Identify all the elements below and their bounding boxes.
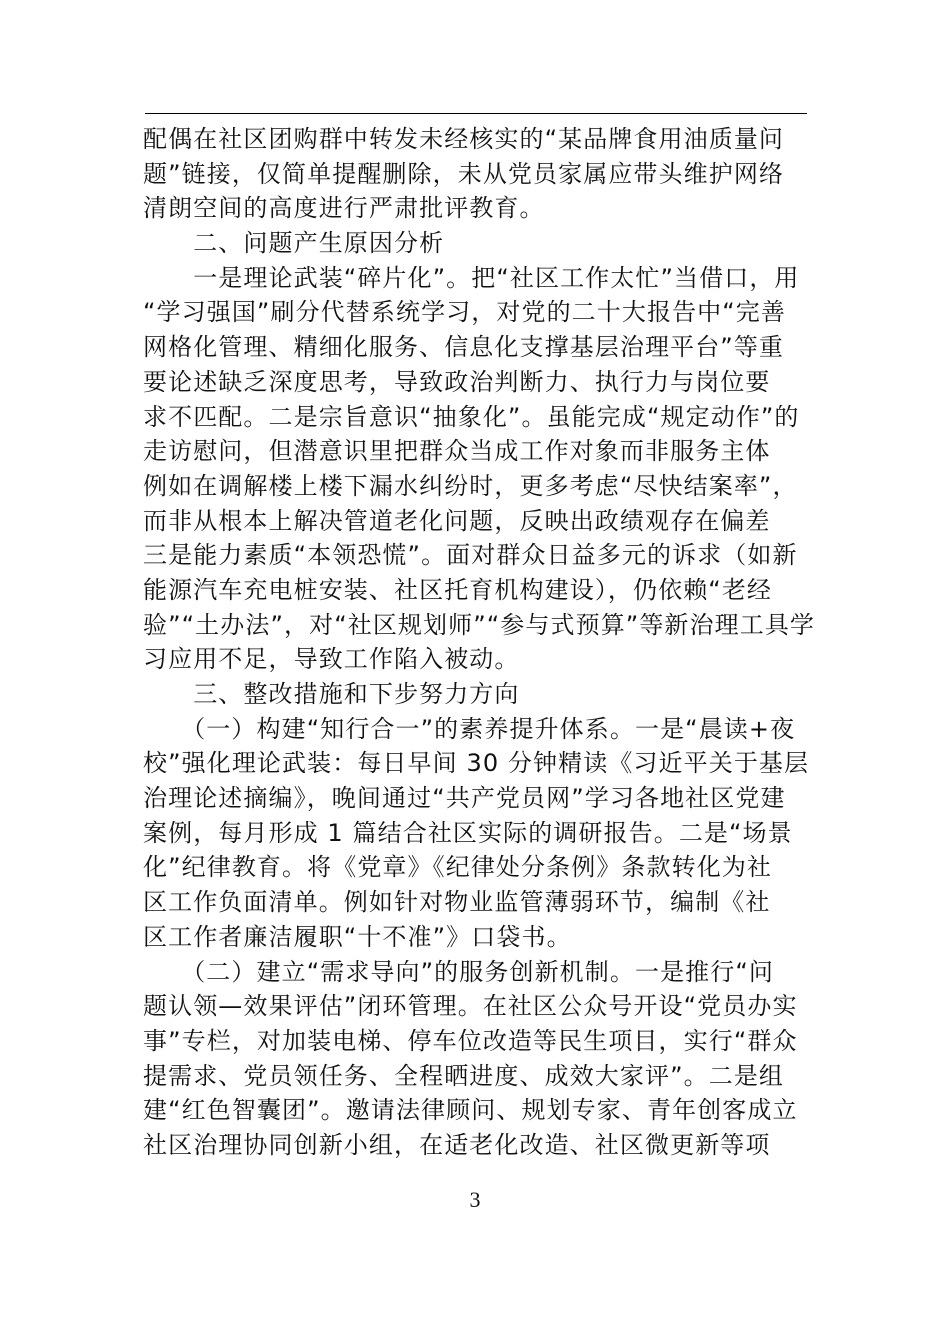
text-line: 事”专栏，对加装电梯、停车位改造等民生项目，实行“群众	[143, 1026, 798, 1055]
text-line: 走访慰问，但潜意识里把群众当成工作对象而非服务主体	[143, 437, 771, 466]
text-line: 而非从根本上解决管道老化问题，反映出政绩观存在偏差	[143, 506, 771, 535]
text-line: 二、问题产生原因分析	[143, 229, 445, 258]
text-line: 案例，每月形成 1 篇结合社区实际的调研报告。二是“场景	[143, 818, 793, 847]
text-line: 治理论述摘编》，晚间通过“共产党员网”学习各地社区党建	[143, 784, 786, 813]
text-line: 求不匹配。二是宗旨意识“抽象化”。虽能完成“规定动作”的	[143, 402, 800, 431]
text-line: 清朗空间的高度进行严肃批评教育。	[143, 194, 545, 223]
text-line: 例如在调解楼上楼下漏水纠纷时，更多考虑“尽快结案率”，	[143, 471, 798, 500]
text-line: 验”“土办法”，对“社区规划师”“参与式预算”等新治理工具学	[143, 610, 816, 639]
text-line: 区工作者廉洁履职“十不准”》口袋书。	[143, 922, 572, 951]
text-line: 题认领—效果评估”闭环管理。在社区公众号开设“党员办实	[143, 992, 798, 1021]
text-line: “学习强国”刷分代替系统学习，对党的二十大报告中“完善	[143, 298, 786, 327]
text-line: 能源汽车充电桩安装、社区托育机构建设），仍依赖“老经	[143, 575, 773, 604]
text-line: 配偶在社区团购群中转发未经核实的“某品牌食用油质量问	[143, 125, 785, 153]
header-rule	[145, 113, 807, 114]
text-line: 三是能力素质“本领恐慌”。面对群众日益多元的诉求（如新	[143, 541, 798, 570]
text-line: 社区治理协同创新小组，在适老化改造、社区微更新等项	[143, 1130, 771, 1159]
text-line: （一）构建“知行合一”的素养提升体系。一是“晨读+夜	[143, 714, 796, 743]
text-line: 三、整改措施和下步努力方向	[143, 680, 520, 708]
text-line: 区工作负面清单。例如针对物业监管薄弱环节，编制《社	[143, 888, 771, 917]
text-line: 建“红色智囊团”。邀请法律顾问、规划专家、青年创客成立	[143, 1096, 798, 1125]
text-line: 校”强化理论武装：每日早间 30 分钟精读《习近平关于基层	[143, 749, 810, 778]
text-line: 习应用不足，导致工作陷入被动。	[143, 645, 520, 674]
text-line: 化”纪律教育。将《党章》《纪律处分条例》条款转化为社	[143, 853, 773, 882]
text-line: 网格化管理、精细化服务、信息化支撑基层治理平台”等重	[143, 333, 785, 362]
text-line: 题”链接，仅简单提醒删除，未从党员家属应带头维护网络	[143, 159, 785, 188]
body-text	[143, 122, 816, 1163]
text-line: 要论述缺乏深度思考，导致政治判断力、执行力与岗位要	[143, 367, 771, 396]
text-line: 一是理论武装“碎片化”。把“社区工作太忙”当借口，用	[143, 263, 800, 292]
page-number: 3	[469, 1187, 481, 1212]
text-line: （二）建立“需求导向”的服务创新机制。一是推行“问	[143, 957, 774, 986]
text-line: 提需求、党员领任务、全程晒进度、成效大家评”。二是组	[143, 1061, 785, 1090]
